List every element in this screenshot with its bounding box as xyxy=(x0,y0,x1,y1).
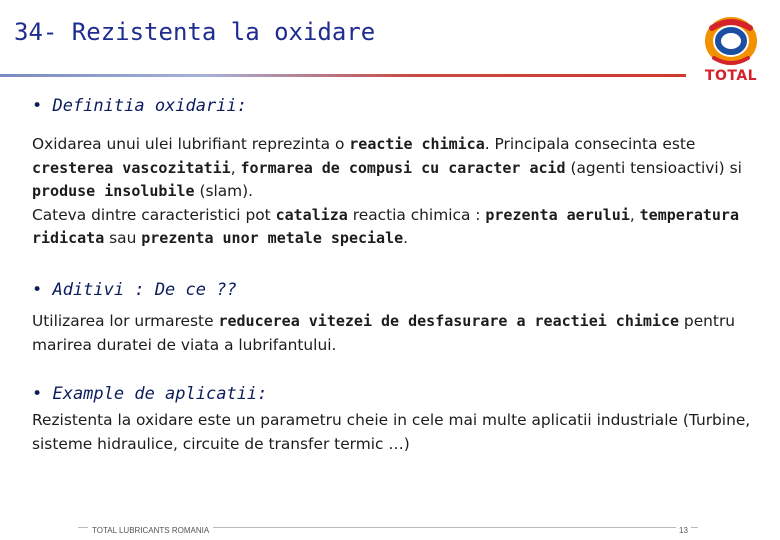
examples-heading: • Example de aplicatii: xyxy=(32,384,268,404)
additives-paragraph xyxy=(32,310,752,357)
emphasis: produse insolubile xyxy=(32,182,195,200)
emphasis: formarea de compusi cu caracter acid xyxy=(240,158,566,177)
text-run: . Principala consecinta este xyxy=(484,135,696,153)
text-run: Utilizarea lor urmareste xyxy=(32,312,219,330)
text-run: reactia chimica : xyxy=(347,205,486,224)
text-run: pentru marirea duratei de viata a lubrifantului. xyxy=(32,312,736,354)
text-run: (agenti tensioactivi) si xyxy=(565,158,742,177)
emphasis: prezenta unor metale speciale xyxy=(141,229,404,247)
total-logo xyxy=(700,14,762,86)
total-logo-icon xyxy=(700,14,762,70)
definition-heading: • Definitia oxidarii: xyxy=(32,96,247,116)
page-number: 13 xyxy=(676,526,691,535)
text-run: (slam). xyxy=(194,182,254,200)
emphasis: cresterea vascozitatii xyxy=(32,158,231,177)
footer-company: TOTAL LUBRICANTS ROMANIA xyxy=(88,526,213,535)
emphasis: reducerea vitezei de desfasurare a reactiei chimice xyxy=(218,312,680,330)
definition-paragraph xyxy=(32,133,752,251)
title-divider xyxy=(0,74,686,77)
text-run: Cateva dintre caracteristici pot xyxy=(32,205,276,224)
text-run: Oxidarea unui ulei lubrifiant reprezinta o xyxy=(32,135,350,153)
examples-paragraph: Rezistenta la oxidare este un parametru cheie in cele mai multe aplicatii industriale (Turbine, sisteme hidraulice, circuite de transfer termic …) xyxy=(32,411,751,453)
logo-wordmark: TOTAL xyxy=(704,68,758,84)
emphasis: cataliza xyxy=(275,205,348,224)
slide-title: 34- Rezistenta la oxidare xyxy=(14,18,376,46)
additives-heading: • Aditivi : De ce ?? xyxy=(32,280,237,300)
text-run: , xyxy=(230,158,241,177)
text-run: sau xyxy=(104,229,142,247)
emphasis: prezenta aerului xyxy=(485,205,630,224)
text-run: , xyxy=(629,205,640,224)
emphasis: temperatura ridicata xyxy=(32,205,739,247)
text-run: . xyxy=(403,229,409,247)
emphasis: reactie chimica xyxy=(349,135,485,153)
